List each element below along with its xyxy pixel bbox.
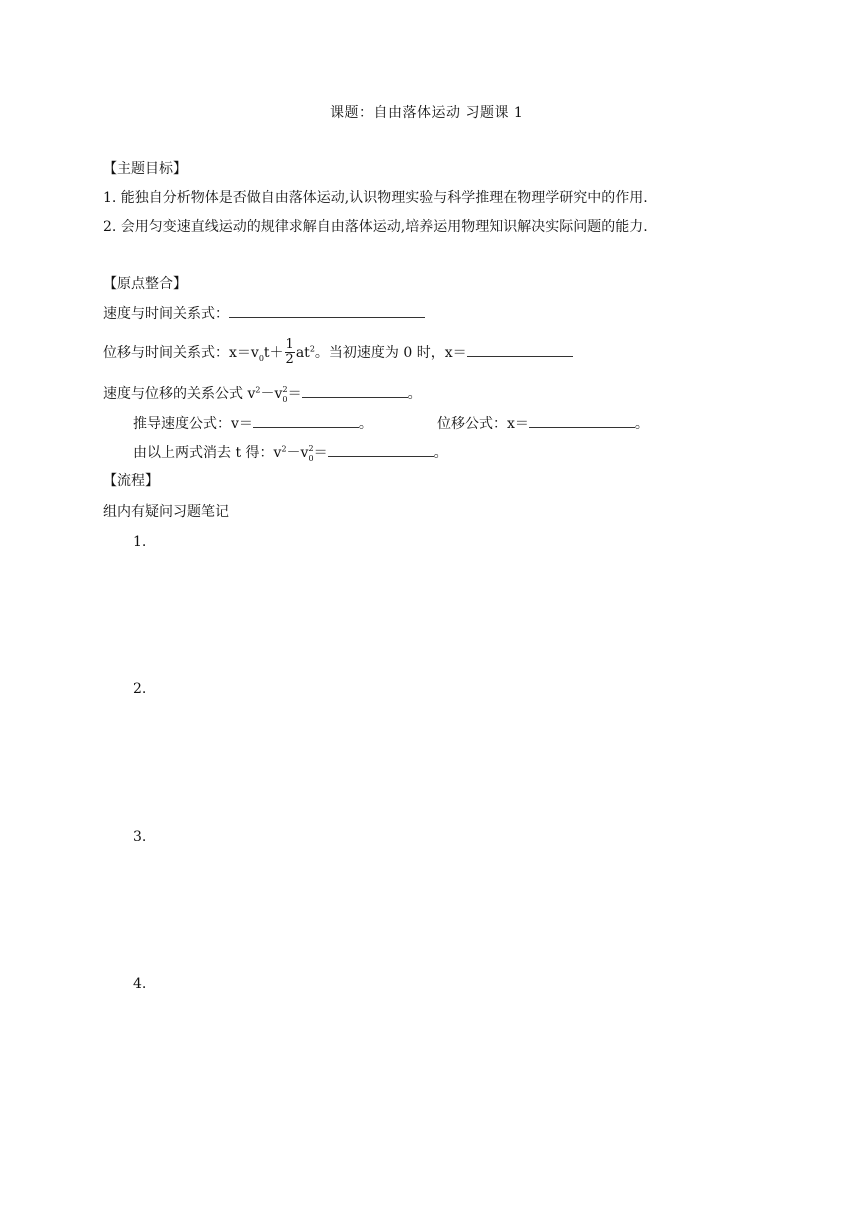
formula-part-a: x＝v bbox=[229, 345, 259, 361]
period: 。 bbox=[358, 416, 373, 432]
velocity-time-line bbox=[103, 304, 425, 323]
displacement-time-line bbox=[103, 335, 573, 371]
note-item-1: 1. bbox=[133, 534, 147, 550]
one-half-fraction bbox=[285, 338, 295, 367]
displacement-formula-label: 位移公式：x＝ bbox=[437, 416, 529, 432]
velocity-time-label: 速度与时间关系式： bbox=[103, 306, 229, 322]
eliminate-t-line bbox=[133, 443, 448, 462]
minus-v: －v bbox=[286, 445, 309, 461]
subscript-zero: 0 bbox=[308, 453, 314, 463]
superscript-two: 2 bbox=[281, 444, 287, 454]
velocity-displacement-line bbox=[103, 384, 422, 403]
derive-velocity-line bbox=[133, 414, 373, 433]
formula-part-b: t＋ bbox=[263, 345, 284, 361]
fraction-denominator: 2 bbox=[285, 351, 294, 367]
displacement-time-label: 位移与时间关系式： bbox=[103, 345, 229, 361]
displacement-formula-blank[interactable] bbox=[529, 414, 635, 428]
superscript-two: 2 bbox=[308, 444, 314, 454]
equals-sign: ＝ bbox=[313, 445, 328, 461]
velocity-displacement-label: 速度与位移的关系公式 v bbox=[103, 386, 256, 402]
review-heading: 【原点整合】 bbox=[103, 276, 187, 292]
superscript-two: 2 bbox=[255, 385, 261, 395]
derive-velocity-label: 推导速度公式：v＝ bbox=[133, 416, 253, 432]
goal-item-1: 1. 能独自分析物体是否做自由落体运动,认识物理实验与科学推理在物理学研究中的作用. bbox=[103, 190, 648, 206]
notes-subheading: 组内有疑问习题笔记 bbox=[103, 504, 229, 520]
period: 。 bbox=[634, 416, 649, 432]
superscript-two: 2 bbox=[309, 344, 315, 354]
note-item-3: 3. bbox=[133, 829, 147, 845]
period: 。 bbox=[407, 386, 422, 402]
note-item-4: 4. bbox=[133, 976, 147, 992]
velocity-displacement-blank[interactable] bbox=[302, 384, 408, 398]
displacement-formula-line bbox=[437, 414, 649, 433]
zero-initial-velocity-blank[interactable] bbox=[467, 343, 573, 357]
process-heading: 【流程】 bbox=[103, 473, 159, 489]
minus-v: －v bbox=[260, 386, 283, 402]
subscript-zero: 0 bbox=[282, 394, 288, 404]
goals-heading: 【主题目标】 bbox=[103, 161, 187, 177]
eliminate-t-blank[interactable] bbox=[328, 443, 434, 457]
formula-tail: 。当初速度为 0 时，x＝ bbox=[314, 345, 467, 361]
velocity-time-blank[interactable] bbox=[229, 304, 425, 318]
derive-velocity-blank[interactable] bbox=[253, 414, 359, 428]
eliminate-t-label: 由以上两式消去 t 得：v bbox=[133, 445, 282, 461]
page-title: 课题：自由落体运动 习题课 1 bbox=[330, 105, 524, 121]
subscript-zero: 0 bbox=[258, 353, 264, 363]
formula-part-c: at bbox=[295, 345, 310, 361]
goal-item-2: 2. 会用匀变速直线运动的规律求解自由落体运动,培养运用物理知识解决实际问题的能力. bbox=[103, 219, 648, 235]
equals-sign: ＝ bbox=[287, 386, 302, 402]
note-item-2: 2. bbox=[133, 681, 147, 697]
superscript-two: 2 bbox=[282, 385, 288, 395]
fraction-numerator: 1 bbox=[285, 336, 294, 352]
period: 。 bbox=[433, 445, 448, 461]
